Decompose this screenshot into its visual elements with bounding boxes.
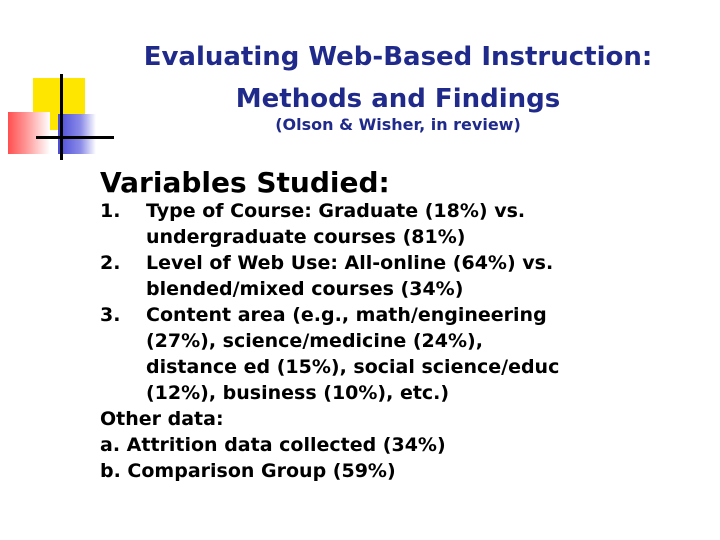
list-item-number: 2. (100, 252, 121, 274)
list-item-number: 3. (100, 304, 121, 326)
decorative-vertical-line (60, 74, 63, 160)
decorative-horizontal-line (36, 136, 114, 139)
other-data-item-a: a. Attrition data collected (34%) (100, 434, 446, 456)
slide-body (100, 198, 710, 484)
section-heading: Variables Studied: (100, 166, 390, 199)
list-item-3 (100, 302, 710, 406)
list-item-text: undergraduate courses (81%) (146, 226, 466, 248)
list-item-2 (100, 250, 710, 302)
slide-title-line-1: Evaluating Web-Based Instruction: (143, 42, 653, 72)
list-item-text: Type of Course: Graduate (18%) vs. (146, 200, 526, 222)
list-item-1 (100, 198, 710, 250)
list-item-number: 1. (100, 200, 121, 222)
list-item-text: Content area (e.g., math/engineering (146, 304, 547, 326)
decorative-blue-square (58, 114, 96, 154)
list-item-text: (27%), science/medicine (24%), (146, 330, 483, 352)
other-data-label: Other data: (100, 408, 224, 430)
slide-title (100, 36, 696, 120)
list-item-text: (12%), business (10%), etc.) (146, 382, 450, 404)
slide-title-line-2: Methods and Findings (235, 84, 561, 114)
list-item-text: blended/mixed courses (34%) (146, 278, 464, 300)
list-item-text: Level of Web Use: All-online (64%) vs. (146, 252, 554, 274)
slide-subtitle: (Olson & Wisher, in review) (275, 115, 521, 134)
other-data-item-b: b. Comparison Group (59%) (100, 460, 396, 482)
decorative-red-square (8, 112, 50, 154)
list-item-text: distance ed (15%), social science/educ (146, 356, 560, 378)
